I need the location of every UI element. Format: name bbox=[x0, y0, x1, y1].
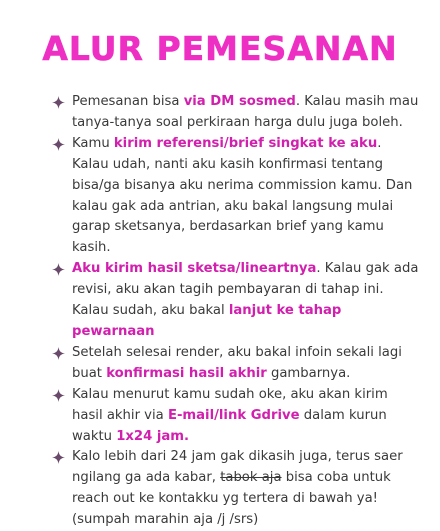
item-highlight: Aku kirim hasil sketsa/lineartnya bbox=[72, 261, 317, 277]
item-text: Kalo lebih dari 24 jam gak dikasih juga, terus saer ngilang ga ada kabar, bbox=[72, 449, 403, 486]
item-highlight: kirim referensi/brief singkat ke aku bbox=[113, 135, 378, 151]
item-text: dalam kurun waktu bbox=[72, 407, 387, 444]
four-point-star-icon bbox=[50, 447, 66, 468]
item-text: Setelah selesai render, aku bakal infoin sekali lagi buat bbox=[72, 344, 402, 381]
item-highlight: via DM sosmed bbox=[183, 94, 296, 109]
item-highlight: E-mail/link Gdrive bbox=[167, 407, 300, 423]
list-item bbox=[50, 134, 420, 259]
list-item bbox=[50, 259, 420, 343]
list-item bbox=[50, 447, 420, 531]
list-item bbox=[50, 92, 420, 134]
item-text: . Kalau gak ada revisi, aku akan tagih pembayaran di tahap ini. Kalau sudah, aku bakal bbox=[72, 261, 419, 319]
four-point-star-icon bbox=[50, 134, 66, 155]
four-point-star-icon bbox=[50, 385, 66, 406]
item-text: bisa coba untuk reach out ke kontakku yg tertera di bawah ya! (sumpah marahin aja /j /srs) bbox=[72, 470, 391, 528]
item-text: . Kalau masih mau tanya-tanya soal perkiraan harga dulu juga boleh. bbox=[72, 94, 419, 130]
item-text: Kamu bbox=[72, 135, 114, 151]
item-highlight: 1x24 jam. bbox=[116, 428, 190, 444]
four-point-star-icon bbox=[50, 343, 66, 364]
item-strikethrough: tabok aja bbox=[220, 470, 282, 486]
item-highlight: konfirmasi hasil akhir bbox=[106, 365, 267, 381]
item-highlight: lanjut ke tahap pewarnaan bbox=[72, 303, 342, 339]
list-item bbox=[50, 385, 420, 448]
item-text: Pemesanan bisa bbox=[72, 94, 184, 109]
order-flow-list bbox=[50, 92, 420, 531]
item-text: gambarnya. bbox=[266, 365, 351, 381]
four-point-star-icon bbox=[50, 259, 66, 280]
four-point-star-icon bbox=[50, 92, 66, 113]
item-text: Kalau menurut kamu sudah oke, aku akan kirim hasil akhir via bbox=[72, 386, 388, 423]
page-title: ALUR PEMESANAN bbox=[42, 29, 398, 68]
item-text: . Kalau udah, nanti aku kasih konfirmasi tentang bisa/ga bisanya aku nerima commission kamu. Dan kalau gak ada antrian, aku bakal langsung mulai garap sketsanya, berdasarkan brief yang kamu kasih. bbox=[72, 135, 413, 256]
list-item bbox=[50, 343, 420, 385]
